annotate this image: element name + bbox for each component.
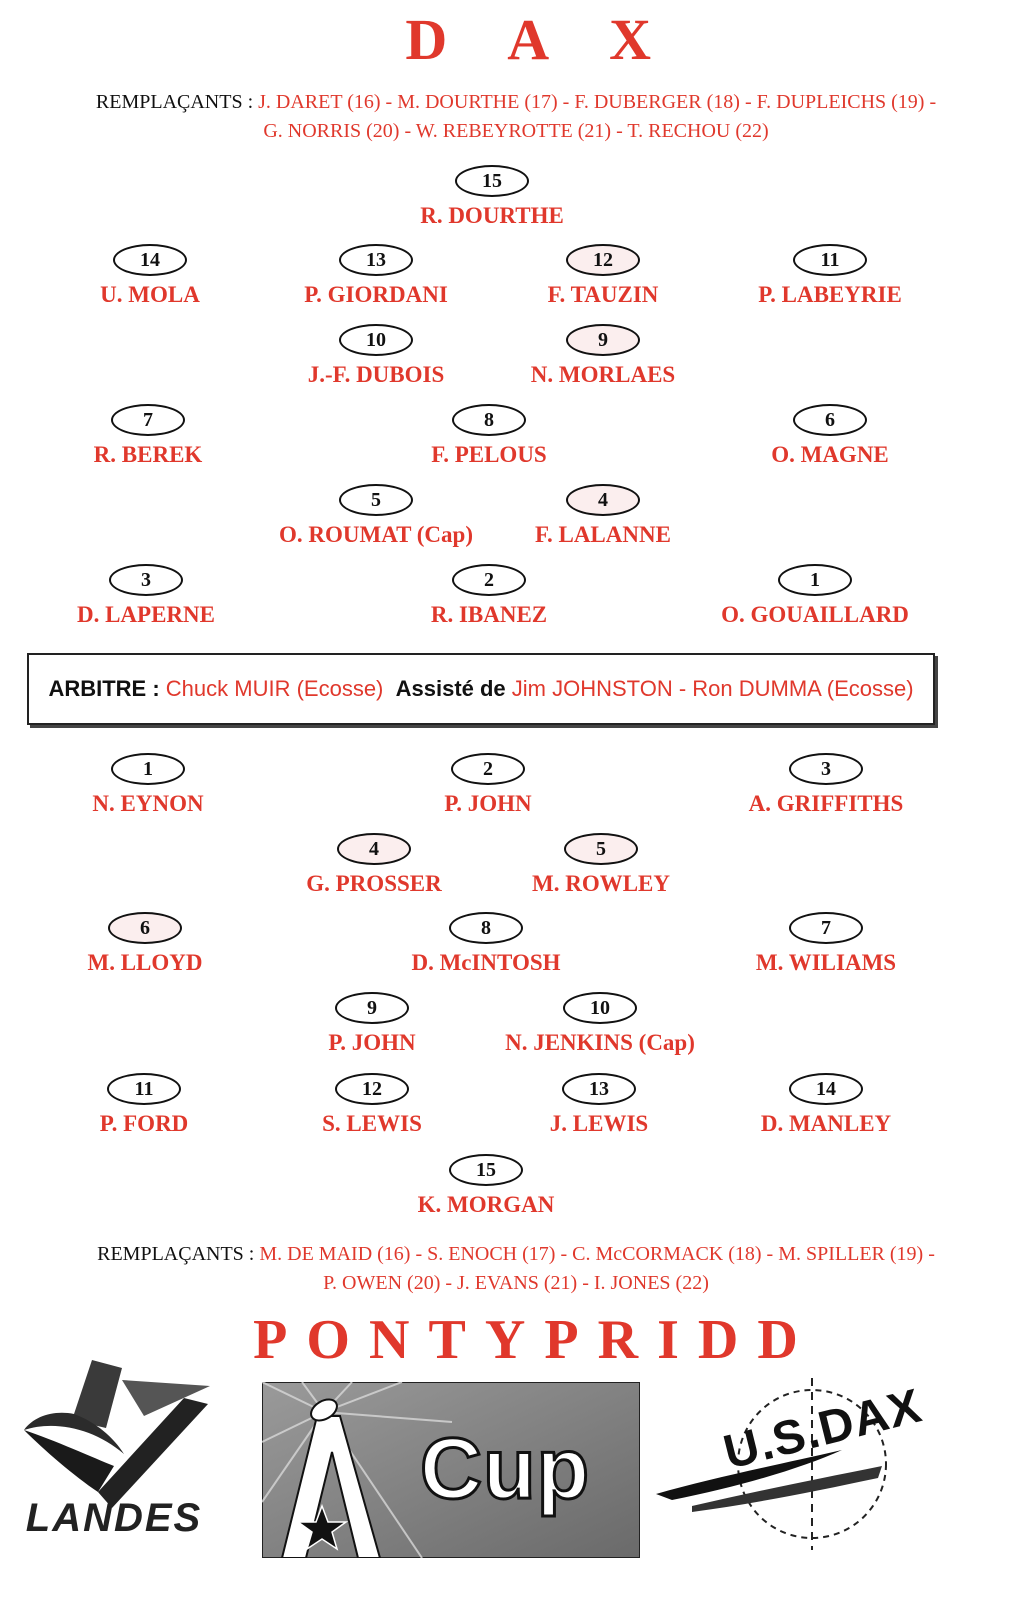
- pontypridd-player: [366, 1154, 606, 1218]
- jersey-number-badge: 14: [113, 244, 187, 276]
- pontypridd-player: [706, 912, 946, 976]
- pontypridd-player: [254, 833, 494, 897]
- dax-player: [26, 564, 266, 628]
- dax-player: [30, 244, 270, 308]
- dax-player: [483, 244, 723, 308]
- pontypridd-team-title: PONTYPRIDD: [253, 1309, 817, 1371]
- dax-player: [710, 244, 950, 308]
- jersey-number-badge: 3: [789, 753, 863, 785]
- player-name: S. LEWIS: [322, 1111, 422, 1136]
- player-name: R. DOURTHE: [420, 203, 564, 228]
- jersey-number-badge: 7: [789, 912, 863, 944]
- referee-label: ARBITRE :: [48, 676, 160, 701]
- player-name: O. GOUAILLARD: [721, 602, 909, 627]
- player-name: F. LALANNE: [535, 522, 671, 547]
- pontypridd-player: [706, 753, 946, 817]
- dax-player: [483, 324, 723, 388]
- pontypridd-player: [479, 1073, 719, 1137]
- jersey-number-badge: 10: [563, 992, 637, 1024]
- dax-replacements-line-1: J. DARET (16) - M. DOURTHE (17) - F. DUBERGER (18) - F. DUPLEICHS (19) -: [258, 91, 937, 113]
- player-name: R. IBANEZ: [430, 602, 548, 627]
- player-name: K. MORGAN: [417, 1192, 555, 1217]
- pontypridd-player: [252, 992, 492, 1056]
- pontypridd-replacements-line-2: P. OWEN (20) - J. EVANS (21) - I. JONES (22): [323, 1272, 709, 1294]
- jersey-number-badge: 8: [452, 404, 526, 436]
- player-name: O. ROUMAT (Cap): [278, 522, 473, 547]
- dax-player: [483, 484, 723, 548]
- pontypridd-player: [366, 912, 606, 976]
- jersey-number-badge: 6: [108, 912, 182, 944]
- player-name: P. JOHN: [328, 1030, 416, 1055]
- player-name: D. MANLEY: [760, 1111, 892, 1136]
- jersey-number-badge: 13: [339, 244, 413, 276]
- dax-replacements-line-2: G. NORRIS (20) - W. REBEYROTTE (21) - T. RECHOU (22): [263, 120, 769, 142]
- pontypridd-player: [252, 1073, 492, 1137]
- jersey-number-badge: 10: [339, 324, 413, 356]
- jersey-number-badge: 12: [566, 244, 640, 276]
- dax-player: [256, 244, 496, 308]
- dax-player: [256, 484, 496, 548]
- pontypridd-player: [480, 992, 720, 1056]
- pontypridd-player: [706, 1073, 946, 1137]
- player-name: M. ROWLEY: [532, 871, 670, 896]
- jersey-number-badge: 2: [452, 564, 526, 596]
- dax-player: [369, 404, 609, 468]
- pontypridd-player: [28, 753, 268, 817]
- jersey-number-badge: 1: [111, 753, 185, 785]
- cup-logo-text: Cup: [420, 1421, 591, 1517]
- player-name: D. LAPERNE: [76, 602, 215, 627]
- jersey-number-badge: 3: [109, 564, 183, 596]
- referee-name: Chuck MUIR (Ecosse): [165, 676, 384, 701]
- jersey-number-badge: 2: [451, 753, 525, 785]
- player-name: D. McINTOSH: [411, 950, 561, 975]
- jersey-number-badge: 11: [107, 1073, 181, 1105]
- jersey-number-badge: 13: [562, 1073, 636, 1105]
- jersey-number-badge: 14: [789, 1073, 863, 1105]
- jersey-number-badge: 15: [449, 1154, 523, 1186]
- player-name: P. FORD: [99, 1111, 189, 1136]
- usdax-logo-text: U.S.DAX: [718, 1379, 928, 1480]
- jersey-number-badge: 4: [566, 484, 640, 516]
- sponsor-logos: [0, 1358, 1032, 1600]
- player-name: M. LLOYD: [87, 950, 203, 975]
- player-name: J.-F. DUBOIS: [307, 362, 445, 387]
- player-name: F. PELOUS: [431, 442, 547, 467]
- player-name: J. LEWIS: [549, 1111, 649, 1136]
- referee-box: [27, 653, 935, 725]
- pontypridd-player: [25, 912, 265, 976]
- jersey-number-badge: 12: [335, 1073, 409, 1105]
- jersey-number-badge: 5: [564, 833, 638, 865]
- dax-player: [710, 404, 950, 468]
- player-name: R. BEREK: [93, 442, 203, 467]
- dax-player: [372, 165, 612, 229]
- jersey-number-badge: 11: [793, 244, 867, 276]
- dax-player: [369, 564, 609, 628]
- jersey-number-badge: 9: [566, 324, 640, 356]
- dax-replacements: [0, 88, 1032, 146]
- player-name: P. JOHN: [444, 791, 532, 816]
- jersey-number-badge: 6: [793, 404, 867, 436]
- player-name: U. MOLA: [100, 282, 200, 307]
- jersey-number-badge: 15: [455, 165, 529, 197]
- usdax-logo-icon: [652, 1368, 982, 1568]
- landes-logo-text: LANDES: [25, 1496, 203, 1540]
- player-name: O. MAGNE: [771, 442, 889, 467]
- assistant-referees: Jim JOHNSTON - Ron DUMMA (Ecosse): [511, 676, 914, 701]
- jersey-number-badge: 9: [335, 992, 409, 1024]
- dax-player: [695, 564, 935, 628]
- pontypridd-replacements: [0, 1240, 1032, 1298]
- player-name: M. WILIAMS: [755, 950, 897, 975]
- player-name: P. LABEYRIE: [758, 282, 902, 307]
- player-name: G. PROSSER: [306, 871, 442, 896]
- dax-player: [256, 324, 496, 388]
- jersey-number-badge: 8: [449, 912, 523, 944]
- player-name: F. TAUZIN: [547, 282, 659, 307]
- assistant-label: Assisté de: [395, 676, 506, 701]
- pontypridd-player: [481, 833, 721, 897]
- pontypridd-player: [24, 1073, 264, 1137]
- jersey-number-badge: 7: [111, 404, 185, 436]
- player-name: P. GIORDANI: [304, 282, 448, 307]
- dax-player: [28, 404, 268, 468]
- jersey-number-badge: 5: [339, 484, 413, 516]
- jersey-number-badge: 1: [778, 564, 852, 596]
- jersey-number-badge: 4: [337, 833, 411, 865]
- dax-replacements-label: REMPLAÇANTS :: [95, 91, 254, 113]
- pontypridd-replacements-line-1: M. DE MAID (16) - S. ENOCH (17) - C. McCORMACK (18) - M. SPILLER (19) -: [259, 1243, 935, 1265]
- player-name: N. MORLAES: [530, 362, 676, 387]
- player-name: N. JENKINS (Cap): [505, 1030, 695, 1055]
- pontypridd-replacements-label: REMPLAÇANTS :: [97, 1243, 255, 1265]
- player-name: A. GRIFFITHS: [748, 791, 904, 816]
- pontypridd-player: [368, 753, 608, 817]
- player-name: N. EYNON: [92, 791, 204, 816]
- dax-team-title: D A X: [405, 7, 676, 72]
